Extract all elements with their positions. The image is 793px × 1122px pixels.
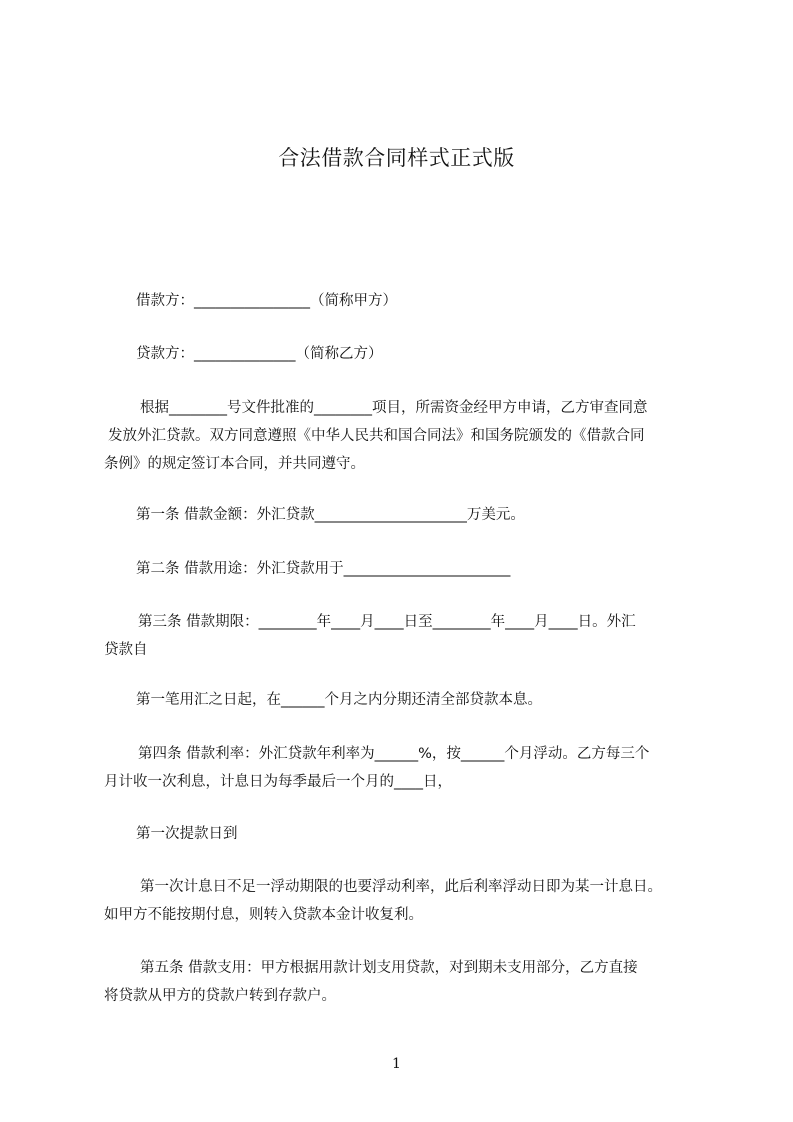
interest-line-1: 第一次计息日不足一浮动期限的也要浮动利率，此后利率浮动日即为某一计息日。 [140,879,662,895]
article-4-line-1: 第四条 借款利率：外汇贷款年利率为______%，按______个月浮动。乙方每三个 [138,746,650,762]
first-withdrawal-line: 第一次提款日到 [136,826,238,842]
article-2-line: 第二条 借款用途：外汇贷款用于_______________________ [136,561,511,577]
borrower-line: 借款方：________________（简称甲方） [136,293,397,309]
document-title: 合法借款合同样式正式版 [278,146,515,170]
article-3-line-2: 贷款自 [104,642,148,658]
article-1-line: 第一条 借款金额：外汇贷款_____________________万美元。 [136,507,525,523]
preamble-line-3: 条例》的规定签订本合同，并共同遵守。 [104,456,365,472]
article-5-line-2: 将贷款从甲方的贷款户转到存款户。 [104,988,336,1004]
article-3-line-1: 第三条 借款期限：________年____月____日至________年____月____日。外汇 [138,614,636,630]
interest-line-2: 如甲方不能按期付息，则转入贷款本金计收复利。 [104,907,423,923]
page-number: 1 [392,1056,401,1072]
article-4-line-2: 月计收一次利息，计息日为每季最后一个月的____日， [104,774,452,790]
article-5-line-1: 第五条 借款支用：甲方根据用款计划支用贷款，对到期未支用部分，乙方直接 [140,960,638,976]
lender-line: 贷款方：______________（简称乙方） [136,346,383,362]
repayment-line: 第一笔用汇之日起，在______个月之内分期还清全部贷款本息。 [136,692,542,708]
preamble-line-1: 根据________号文件批准的________项目，所需资金经甲方申请，乙方审查同意 [140,400,648,416]
preamble-line-2: 发放外汇贷款。双方同意遵照《中华人民共和国合同法》和国务院颁发的《借款合同 [108,428,645,444]
